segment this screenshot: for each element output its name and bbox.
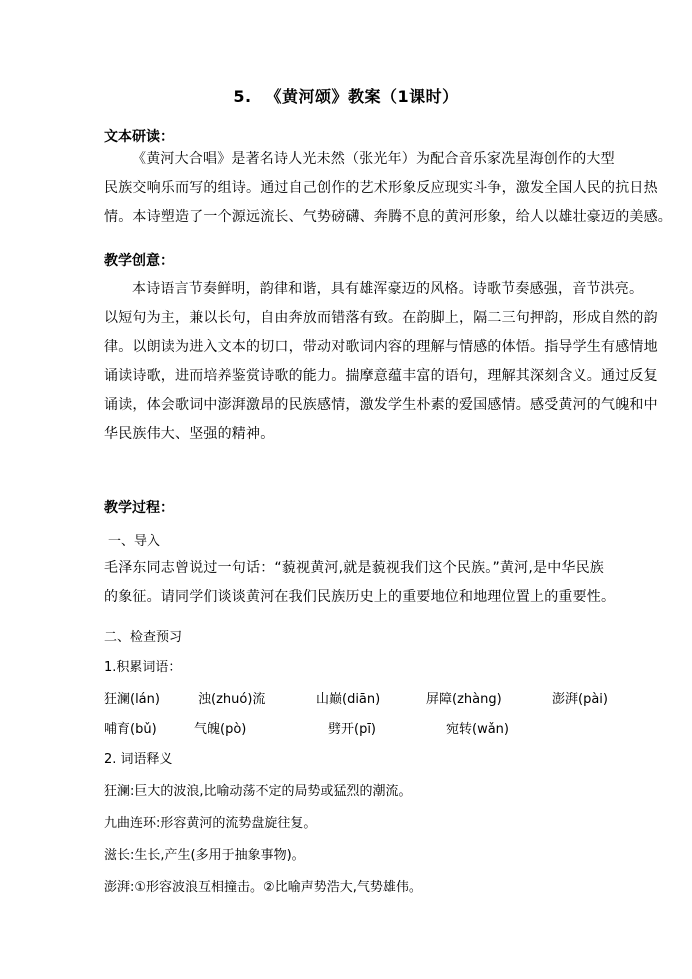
heading-text-study: 文本研读： (104, 129, 174, 145)
paragraph-teaching-idea (104, 275, 658, 449)
definition-line: 澎湃:①形容波浪互相撞击。②比喻声势浩大,气势雄伟。 (104, 880, 422, 895)
heading-teaching-process: 教学过程： (104, 500, 174, 516)
vocab-item: 山巅(diān) (316, 692, 381, 707)
definition-line: 九曲连环:形容黄河的流势盘旋往复。 (104, 816, 317, 831)
paragraph-line: 华民族伟大、坚强的精神。 (104, 426, 275, 442)
definition-line: 狂澜:巨大的波浪,比喻动荡不定的局势或猛烈的潮流。 (104, 784, 412, 799)
vocab-item: 浊(zhuó)流 (198, 692, 266, 707)
definition-line: 滋长:生长,产生(多用于抽象事物)。 (104, 848, 305, 863)
vocab-item: 澎湃(pài) (552, 692, 608, 707)
definitions-subheading: 2. 词语释义 (104, 752, 173, 767)
paragraph-line: 情。本诗塑造了一个源远流长、气势磅礴、奔腾不息的黄河形象，给人以雄壮豪迈的美感。 (104, 209, 672, 225)
paragraph-line: 《黄河大合唱》是著名诗人光未然（张光年）为配合音乐家冼星海创作的大型 (132, 151, 615, 167)
paragraph-line: 毛泽东同志曾说过一句话：“藐视黄河,就是藐视我们这个民族。”黄河,是中华民族 (104, 560, 605, 576)
heading-teaching-idea: 教学创意： (104, 253, 174, 269)
paragraph-text-study (104, 145, 672, 232)
paragraph-line: 以短句为主，兼以长句，自由奔放而错落有致。在韵脚上，隔二三句押韵，形成自然的韵 (104, 310, 658, 326)
paragraph-intro (104, 554, 616, 612)
step-intro-heading: 一、导入 (108, 534, 161, 549)
paragraph-line: 民族交响乐而写的组诗。通过自己创作的艺术形象反应现实斗争，激发全国人民的抗日热 (104, 180, 658, 196)
vocab-item: 劈开(pī) (328, 722, 377, 737)
document-title (0, 84, 692, 107)
title-text: 《黄河颂》教案（1课时） (265, 87, 459, 106)
paragraph-line: 诵读，体会歌词中澎湃激昂的民族感情，激发学生朴素的爱国感情。感受黄河的气魄和中 (104, 397, 658, 413)
paragraph-line: 律。以朗读为进入文本的切口，带动对歌词内容的理解与情感的体悟。指导学生有感情地 (104, 339, 658, 355)
vocab-item: 气魄(pò) (194, 722, 247, 737)
paragraph-line: 的象征。请同学们谈谈黄河在我们民族历史上的重要地位和地理位置上的重要性。 (104, 589, 616, 605)
vocab-item: 宛转(wǎn) (446, 722, 509, 737)
vocab-item: 屏障(zhàng) (426, 692, 502, 707)
title-number: 5. (233, 87, 252, 106)
vocab-item: 哺育(bǔ) (104, 722, 157, 737)
paragraph-line: 诵读诗歌，进而培养鉴赏诗歌的能力。揣摩意蕴丰富的语句，理解其深刻含义。通过反复 (104, 368, 658, 384)
vocab-subheading: 1.积累词语： (104, 660, 182, 675)
step-preview-heading: 二、检查预习 (104, 630, 183, 645)
vocab-item: 狂澜(lán) (104, 692, 160, 707)
paragraph-line: 本诗语言节奏鲜明，韵律和谐，具有雄浑豪迈的风格。诗歌节奏感强，音节洪亮。 (132, 281, 644, 297)
